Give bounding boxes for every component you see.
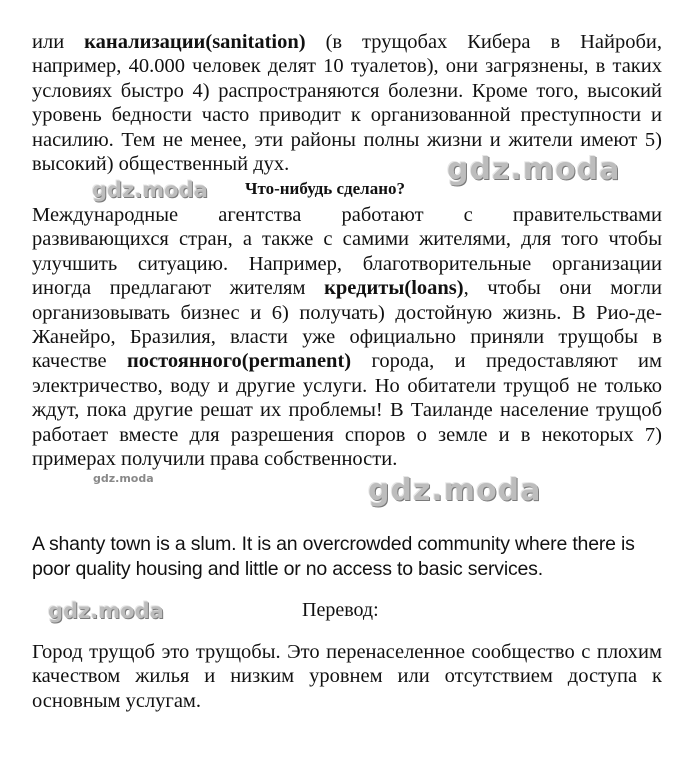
paragraph-2 bbox=[32, 203, 662, 471]
paragraph-2-text-b: , чтобы они могли организовывать бизнес и 6) получать) достойную жизнь. В Рио-де-Жанейро, Бразилия, власти уже официально приняли трущобы в качестве bbox=[32, 277, 662, 373]
section-heading: Что-нибудь сделано? bbox=[245, 179, 405, 198]
watermark-3: gdz.moda bbox=[93, 472, 154, 485]
term-sanitation: канализации(sanitation) bbox=[84, 31, 306, 53]
english-text: A shanty town is a slum. It is an overcrowded community where there is poor quality housing and little or no access to basic services. bbox=[32, 533, 635, 580]
watermark-4: gdz.moda bbox=[368, 473, 542, 508]
translation-text: Город трущоб это трущобы. Это перенаселенное сообщество с плохим качеством жилья и низким уровнем или отсутствием доступа к основным услугам. bbox=[32, 641, 662, 712]
paragraph-2-text-c: города, и предоставляют им электричество, воду и другие услуги. Но обитатели трущоб не только ждут, пока другие решат их проблемы! В Таиланде население трущоб работает вместе для разрешения споров о земле и в некоторых 7) примерах получили права собственности. bbox=[32, 350, 662, 471]
watermark-5: gdz.moda bbox=[48, 599, 164, 623]
translation-label: Перевод: bbox=[302, 599, 379, 621]
paragraph-2-text-a: Международные агентства работают с правительствами развивающихся стран, а также с самими жителями, для того чтобы улучшить ситуацию. Например, благотворительные организации иногда предлагают жителям bbox=[32, 204, 662, 300]
watermark-1: gdz.moda bbox=[447, 152, 621, 187]
term-permanent: постоянного(permanent) bbox=[126, 350, 352, 373]
watermark-2: gdz.moda bbox=[92, 178, 208, 202]
paragraph-1-text-a: или bbox=[32, 31, 85, 53]
paragraph-1-text-b: (в трущобах Кибера в Найроби, например, 40.000 человек делят 10 туалетов), они загрязнены, в таких условиях быстро 4) распространяются болезни. Кроме того, высокий уровень бедности часто приводит к организованной преступности и насилию. Тем не менее, эти районы полны жизни и жители имеют 5) высокий) общественный дух. bbox=[32, 31, 663, 176]
term-loans: кредиты(loans) bbox=[324, 277, 464, 300]
